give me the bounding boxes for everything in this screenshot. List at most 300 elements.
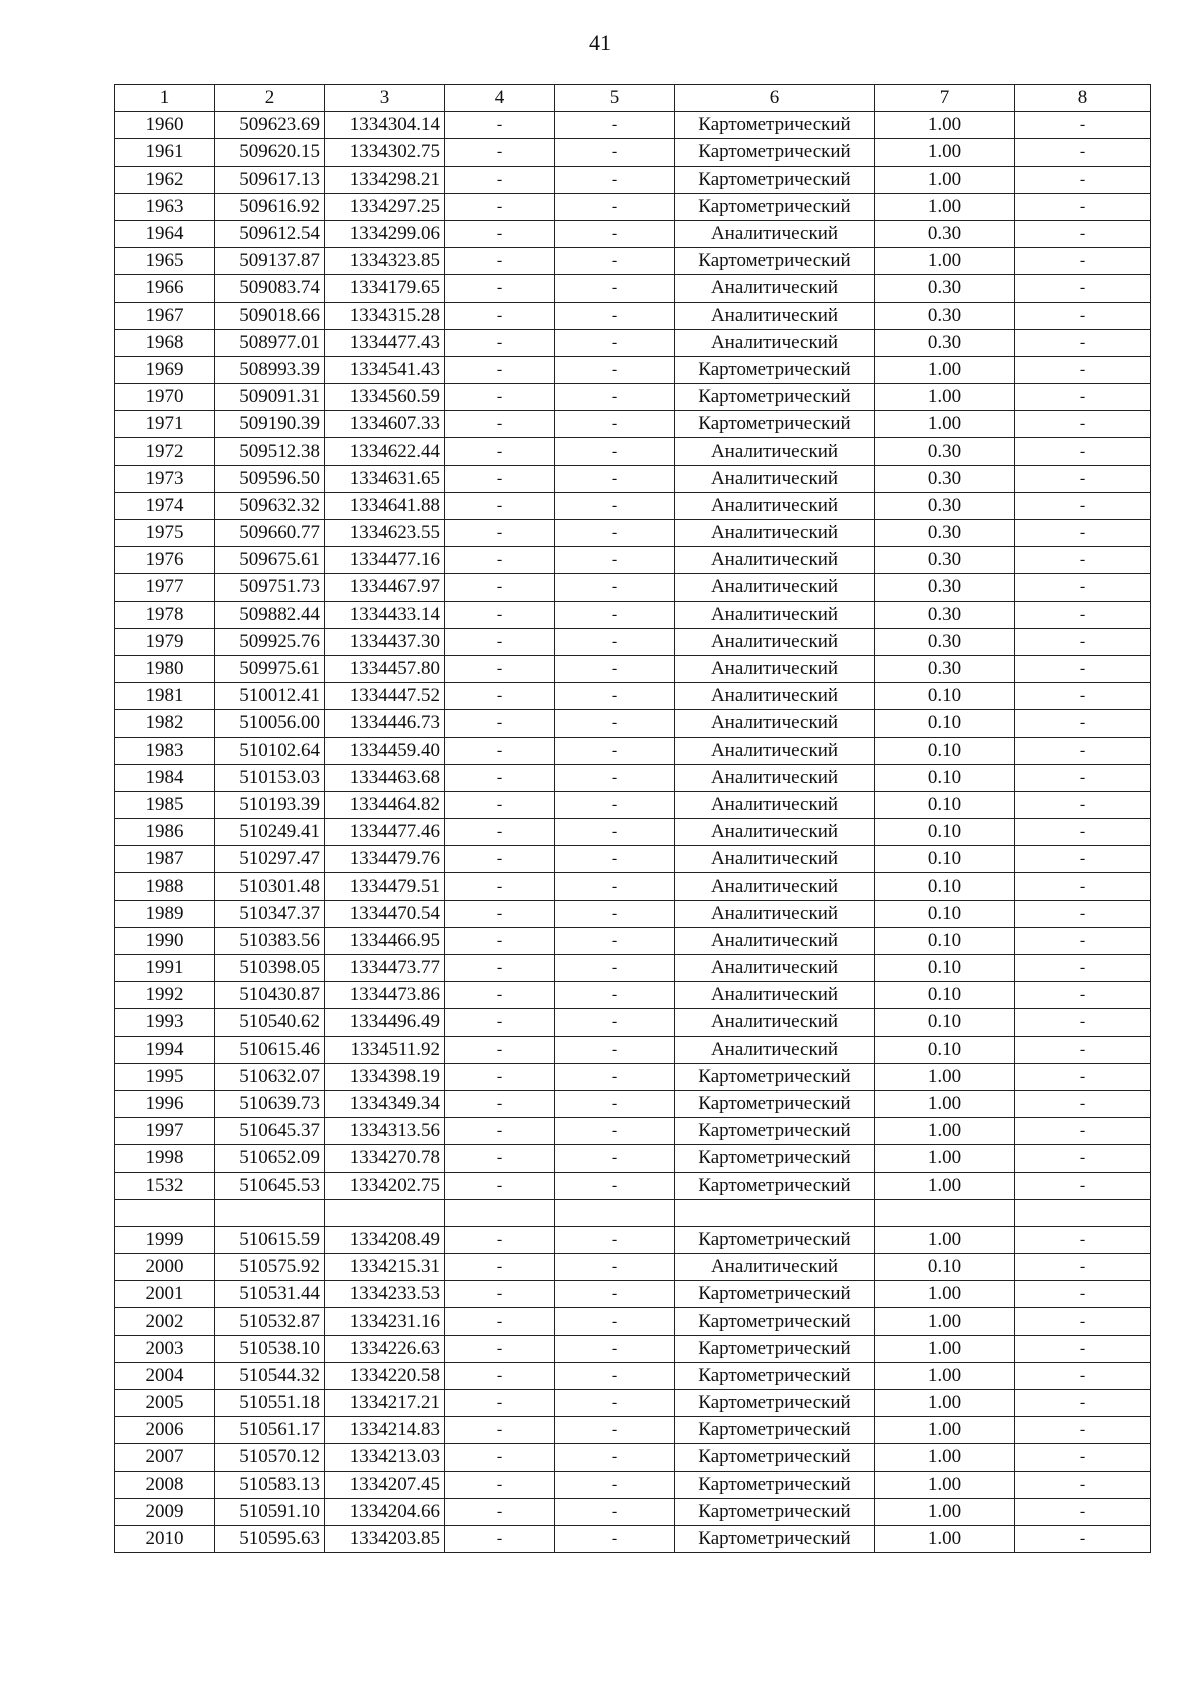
column-8-cell: - [1015,1471,1151,1498]
column-4-cell: - [445,193,555,220]
point-number-cell: 1969 [115,356,215,383]
column-8-cell: - [1015,982,1151,1009]
x-coordinate-cell: 509882.44 [215,601,325,628]
y-coordinate-cell: 1334179.65 [325,275,445,302]
point-number-cell: 1996 [115,1090,215,1117]
accuracy-cell: 1.00 [875,384,1015,411]
method-cell: Картометрический [675,384,875,411]
x-coordinate-cell: 510249.41 [215,819,325,846]
column-4-cell: - [445,356,555,383]
y-coordinate-cell: 1334215.31 [325,1254,445,1281]
method-cell: Картометрический [675,1118,875,1145]
point-number-cell: 1960 [115,112,215,139]
method-cell: Аналитический [675,900,875,927]
x-coordinate-cell: 509620.15 [215,139,325,166]
point-number-cell: 1991 [115,955,215,982]
column-5-cell: - [555,438,675,465]
point-number-cell: 2003 [115,1335,215,1362]
y-coordinate-cell: 1334202.75 [325,1172,445,1199]
table-row [115,547,1151,574]
table-row [115,1172,1151,1199]
point-number-cell: 1971 [115,411,215,438]
column-4-cell: - [445,927,555,954]
point-number-cell: 1979 [115,628,215,655]
point-number-cell: 1990 [115,927,215,954]
method-cell: Картометрический [675,1498,875,1525]
x-coordinate-cell: 510632.07 [215,1063,325,1090]
column-5-cell: - [555,710,675,737]
column-8-cell: - [1015,873,1151,900]
column-8-cell: - [1015,1498,1151,1525]
column-4-cell: - [445,846,555,873]
column-5-cell: - [555,1498,675,1525]
table-row [115,438,1151,465]
y-coordinate-cell: 1334299.06 [325,220,445,247]
method-cell: Аналитический [675,465,875,492]
column-4-cell: - [445,873,555,900]
method-cell: Аналитический [675,873,875,900]
x-coordinate-cell: 509091.31 [215,384,325,411]
y-coordinate-cell: 1334213.03 [325,1444,445,1471]
method-cell: Картометрический [675,1390,875,1417]
y-coordinate-cell: 1334511.92 [325,1036,445,1063]
x-coordinate-cell: 510540.62 [215,1009,325,1036]
method-cell: Картометрический [675,1335,875,1362]
method-cell: Аналитический [675,737,875,764]
column-5-cell: - [555,1063,675,1090]
accuracy-cell: 0.10 [875,1254,1015,1281]
column-header-6: 6 [675,85,875,112]
table-row [115,465,1151,492]
column-header-3: 3 [325,85,445,112]
y-coordinate-cell: 1334607.33 [325,411,445,438]
point-number-cell: 1988 [115,873,215,900]
method-cell: Картометрический [675,1063,875,1090]
column-4-cell: - [445,166,555,193]
method-cell: Картометрический [675,1090,875,1117]
table-row [115,955,1151,982]
table-row [115,1118,1151,1145]
column-5-cell: - [555,492,675,519]
method-cell: Картометрический [675,1145,875,1172]
method-cell: Аналитический [675,574,875,601]
column-4-cell: - [445,1471,555,1498]
y-coordinate-cell: 1334466.95 [325,927,445,954]
accuracy-cell: 1.00 [875,166,1015,193]
accuracy-cell: 0.30 [875,220,1015,247]
column-5-cell: - [555,302,675,329]
column-8-cell: - [1015,139,1151,166]
column-8-cell: - [1015,737,1151,764]
table-header [115,85,1151,112]
x-coordinate-cell: 510193.39 [215,791,325,818]
column-5-cell: - [555,900,675,927]
method-cell: Аналитический [675,927,875,954]
x-coordinate-cell: 510561.17 [215,1417,325,1444]
column-8-cell: - [1015,1118,1151,1145]
x-coordinate-cell: 510012.41 [215,683,325,710]
column-4-cell: - [445,547,555,574]
column-8-cell: - [1015,819,1151,846]
y-coordinate-cell: 1334447.52 [325,683,445,710]
x-coordinate-cell: 510430.87 [215,982,325,1009]
point-number-cell: 1966 [115,275,215,302]
x-coordinate-cell: 510297.47 [215,846,325,873]
x-coordinate-cell: 510639.73 [215,1090,325,1117]
column-4-cell: - [445,492,555,519]
method-cell: Аналитический [675,302,875,329]
table-row [115,1308,1151,1335]
table-row [115,384,1151,411]
column-8-cell: - [1015,1390,1151,1417]
x-coordinate-cell: 510652.09 [215,1145,325,1172]
method-cell: Аналитический [675,764,875,791]
y-coordinate-cell: 1334622.44 [325,438,445,465]
point-number-cell: 1968 [115,329,215,356]
accuracy-cell: 0.30 [875,329,1015,356]
column-5-cell: - [555,873,675,900]
column-5-cell: - [555,1145,675,1172]
y-coordinate-cell: 1334433.14 [325,601,445,628]
column-8-cell: - [1015,1417,1151,1444]
point-number-cell [115,1199,215,1226]
column-4-cell: - [445,302,555,329]
method-cell: Аналитический [675,982,875,1009]
point-number-cell: 1967 [115,302,215,329]
accuracy-cell: 0.30 [875,655,1015,682]
y-coordinate-cell: 1334477.16 [325,547,445,574]
y-coordinate-cell [325,1199,445,1226]
x-coordinate-cell: 509975.61 [215,655,325,682]
column-4-cell: - [445,465,555,492]
method-cell: Аналитический [675,683,875,710]
x-coordinate-cell: 508977.01 [215,329,325,356]
y-coordinate-cell: 1334463.68 [325,764,445,791]
accuracy-cell: 0.10 [875,900,1015,927]
method-cell: Аналитический [675,1254,875,1281]
column-8-cell: - [1015,764,1151,791]
column-8-cell: - [1015,710,1151,737]
x-coordinate-cell: 510301.48 [215,873,325,900]
point-number-cell: 1964 [115,220,215,247]
y-coordinate-cell: 1334220.58 [325,1362,445,1389]
y-coordinate-cell: 1334459.40 [325,737,445,764]
point-number-cell: 1994 [115,1036,215,1063]
accuracy-cell [875,1199,1015,1226]
column-8-cell: - [1015,356,1151,383]
column-5-cell: - [555,737,675,764]
column-5-cell: - [555,547,675,574]
column-4-cell: - [445,819,555,846]
column-8-cell: - [1015,1009,1151,1036]
point-number-cell: 1992 [115,982,215,1009]
accuracy-cell: 0.10 [875,873,1015,900]
point-number-cell: 1974 [115,492,215,519]
x-coordinate-cell: 509596.50 [215,465,325,492]
column-8-cell: - [1015,1036,1151,1063]
method-cell: Аналитический [675,791,875,818]
x-coordinate-cell: 510551.18 [215,1390,325,1417]
point-number-cell: 2006 [115,1417,215,1444]
column-5-cell: - [555,1281,675,1308]
accuracy-cell: 1.00 [875,411,1015,438]
column-4-cell: - [445,628,555,655]
x-coordinate-cell: 509190.39 [215,411,325,438]
accuracy-cell: 0.10 [875,1009,1015,1036]
y-coordinate-cell: 1334473.77 [325,955,445,982]
accuracy-cell: 1.00 [875,1308,1015,1335]
column-5-cell: - [555,819,675,846]
accuracy-cell: 0.10 [875,710,1015,737]
table-row [115,1226,1151,1253]
accuracy-cell: 1.00 [875,139,1015,166]
point-number-cell: 1989 [115,900,215,927]
accuracy-cell: 0.10 [875,846,1015,873]
x-coordinate-cell: 510398.05 [215,955,325,982]
column-8-cell: - [1015,1525,1151,1552]
x-coordinate-cell: 510645.53 [215,1172,325,1199]
column-5-cell: - [555,520,675,547]
method-cell: Аналитический [675,547,875,574]
column-4-cell: - [445,955,555,982]
column-5-cell: - [555,1254,675,1281]
method-cell: Картометрический [675,411,875,438]
table-row [115,220,1151,247]
x-coordinate-cell: 509925.76 [215,628,325,655]
point-number-cell: 1973 [115,465,215,492]
column-4-cell: - [445,1444,555,1471]
point-number-cell: 1532 [115,1172,215,1199]
y-coordinate-cell: 1334298.21 [325,166,445,193]
column-5-cell [555,1199,675,1226]
table-row [115,683,1151,710]
point-number-cell: 1998 [115,1145,215,1172]
column-header-2: 2 [215,85,325,112]
method-cell: Картометрический [675,356,875,383]
accuracy-cell: 1.00 [875,1362,1015,1389]
column-header-1: 1 [115,85,215,112]
header-row [115,85,1151,112]
table-row [115,1090,1151,1117]
column-5-cell: - [555,791,675,818]
column-5-cell: - [555,1118,675,1145]
column-5-cell: - [555,1444,675,1471]
method-cell: Аналитический [675,492,875,519]
column-8-cell: - [1015,601,1151,628]
table-row [115,1498,1151,1525]
method-cell: Картометрический [675,193,875,220]
table-row [115,601,1151,628]
column-8-cell: - [1015,1281,1151,1308]
column-5-cell: - [555,411,675,438]
column-5-cell: - [555,1009,675,1036]
column-5-cell: - [555,275,675,302]
point-number-cell: 1983 [115,737,215,764]
y-coordinate-cell: 1334304.14 [325,112,445,139]
table-row [115,492,1151,519]
accuracy-cell: 0.30 [875,574,1015,601]
table-row [115,139,1151,166]
column-8-cell: - [1015,302,1151,329]
column-4-cell: - [445,1281,555,1308]
method-cell: Картометрический [675,248,875,275]
x-coordinate-cell: 509675.61 [215,547,325,574]
column-5-cell: - [555,927,675,954]
accuracy-cell: 1.00 [875,112,1015,139]
point-number-cell: 1987 [115,846,215,873]
x-coordinate-cell: 510615.46 [215,1036,325,1063]
point-number-cell: 1981 [115,683,215,710]
column-8-cell: - [1015,683,1151,710]
column-4-cell: - [445,683,555,710]
column-4-cell: - [445,1308,555,1335]
method-cell: Картометрический [675,112,875,139]
method-cell: Аналитический [675,220,875,247]
method-cell: Аналитический [675,955,875,982]
point-number-cell: 2001 [115,1281,215,1308]
accuracy-cell: 0.30 [875,547,1015,574]
accuracy-cell: 1.00 [875,1525,1015,1552]
accuracy-cell: 1.00 [875,248,1015,275]
column-8-cell: - [1015,1254,1151,1281]
method-cell: Картометрический [675,1444,875,1471]
x-coordinate-cell: 510347.37 [215,900,325,927]
table-row [115,275,1151,302]
accuracy-cell: 0.10 [875,955,1015,982]
table-body [115,112,1151,1553]
table-row [115,1525,1151,1552]
column-8-cell: - [1015,411,1151,438]
column-8-cell: - [1015,220,1151,247]
accuracy-cell: 1.00 [875,1281,1015,1308]
method-cell: Аналитический [675,329,875,356]
accuracy-cell: 1.00 [875,1145,1015,1172]
accuracy-cell: 1.00 [875,1090,1015,1117]
column-4-cell: - [445,1090,555,1117]
accuracy-cell: 1.00 [875,1172,1015,1199]
point-number-cell: 1975 [115,520,215,547]
method-cell: Аналитический [675,275,875,302]
x-coordinate-cell: 509632.32 [215,492,325,519]
y-coordinate-cell: 1334477.43 [325,329,445,356]
method-cell: Картометрический [675,1525,875,1552]
point-number-cell: 1997 [115,1118,215,1145]
point-number-cell: 1999 [115,1226,215,1253]
column-8-cell: - [1015,329,1151,356]
column-8-cell: - [1015,846,1151,873]
accuracy-cell: 0.10 [875,819,1015,846]
table-row [115,655,1151,682]
point-number-cell: 2004 [115,1362,215,1389]
column-8-cell: - [1015,1145,1151,1172]
x-coordinate-cell: 509617.13 [215,166,325,193]
column-5-cell: - [555,112,675,139]
coordinates-table [114,84,1151,1553]
y-coordinate-cell: 1334464.82 [325,791,445,818]
column-4-cell: - [445,1145,555,1172]
y-coordinate-cell: 1334208.49 [325,1226,445,1253]
x-coordinate-cell: 509137.87 [215,248,325,275]
y-coordinate-cell: 1334207.45 [325,1471,445,1498]
table-row [115,302,1151,329]
column-8-cell: - [1015,1308,1151,1335]
column-5-cell: - [555,1090,675,1117]
method-cell: Картометрический [675,1281,875,1308]
point-number-cell: 2005 [115,1390,215,1417]
accuracy-cell: 1.00 [875,356,1015,383]
column-5-cell: - [555,1390,675,1417]
y-coordinate-cell: 1334437.30 [325,628,445,655]
accuracy-cell: 0.30 [875,520,1015,547]
table-row [115,791,1151,818]
table-row [115,1417,1151,1444]
column-8-cell: - [1015,547,1151,574]
point-number-cell: 1982 [115,710,215,737]
accuracy-cell: 0.10 [875,683,1015,710]
point-number-cell: 1972 [115,438,215,465]
point-number-cell: 2010 [115,1525,215,1552]
column-5-cell: - [555,683,675,710]
column-4-cell: - [445,1226,555,1253]
accuracy-cell: 1.00 [875,193,1015,220]
column-5-cell: - [555,764,675,791]
column-5-cell: - [555,1362,675,1389]
column-4-cell: - [445,411,555,438]
accuracy-cell: 1.00 [875,1226,1015,1253]
y-coordinate-cell: 1334398.19 [325,1063,445,1090]
table-row [115,248,1151,275]
y-coordinate-cell: 1334204.66 [325,1498,445,1525]
point-number-cell: 2000 [115,1254,215,1281]
column-4-cell: - [445,520,555,547]
column-5-cell: - [555,955,675,982]
y-coordinate-cell: 1334457.80 [325,655,445,682]
y-coordinate-cell: 1334446.73 [325,710,445,737]
column-8-cell: - [1015,955,1151,982]
column-4-cell: - [445,655,555,682]
x-coordinate-cell: 510102.64 [215,737,325,764]
column-8-cell: - [1015,166,1151,193]
table-row [115,1036,1151,1063]
table-row [115,1254,1151,1281]
column-5-cell: - [555,166,675,193]
point-number-cell: 1995 [115,1063,215,1090]
column-4-cell: - [445,791,555,818]
method-cell: Картометрический [675,1172,875,1199]
point-number-cell: 2009 [115,1498,215,1525]
column-8-cell: - [1015,193,1151,220]
x-coordinate-cell: 508993.39 [215,356,325,383]
table-row [115,900,1151,927]
accuracy-cell: 0.30 [875,275,1015,302]
point-number-cell: 1962 [115,166,215,193]
column-8-cell: - [1015,520,1151,547]
accuracy-cell: 1.00 [875,1498,1015,1525]
point-number-cell: 1965 [115,248,215,275]
point-number-cell: 1961 [115,139,215,166]
column-4-cell: - [445,764,555,791]
column-8-cell [1015,1199,1151,1226]
column-4-cell: - [445,737,555,764]
method-cell: Аналитический [675,438,875,465]
method-cell: Аналитический [675,520,875,547]
y-coordinate-cell: 1334313.56 [325,1118,445,1145]
point-number-cell: 1977 [115,574,215,601]
column-8-cell: - [1015,574,1151,601]
y-coordinate-cell: 1334302.75 [325,139,445,166]
accuracy-cell: 0.30 [875,465,1015,492]
y-coordinate-cell: 1334203.85 [325,1525,445,1552]
